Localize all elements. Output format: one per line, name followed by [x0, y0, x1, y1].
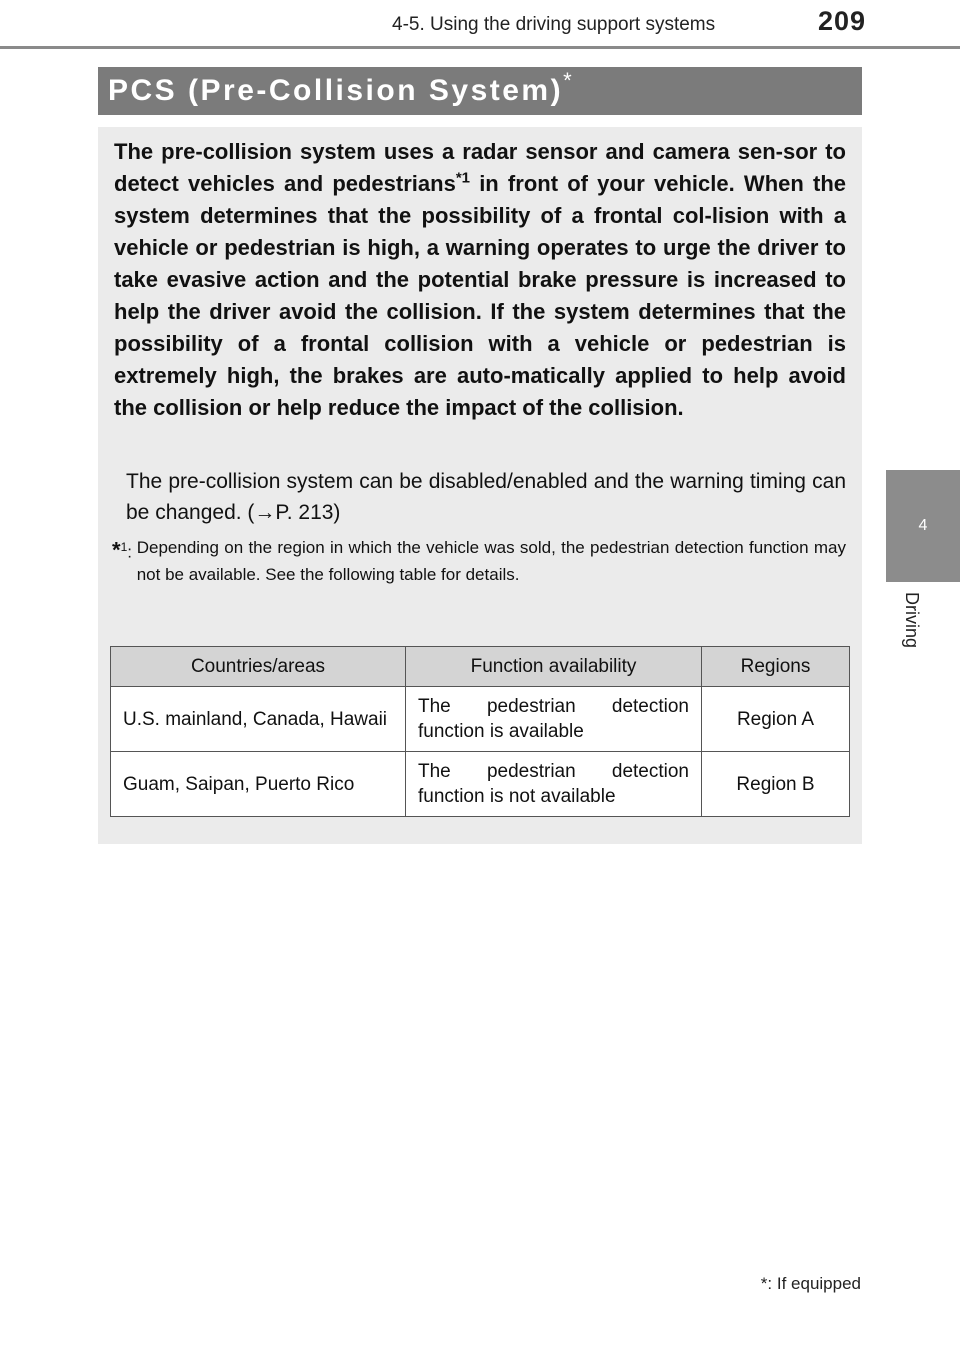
- header-regions: Regions: [702, 647, 850, 687]
- cell-countries: U.S. mainland, Canada, Hawaii: [111, 687, 406, 752]
- chapter-tab: 4: [886, 470, 960, 582]
- header-rule: [0, 46, 960, 49]
- settings-note: The pre-collision system can be disabled/enabled and the warning timing can be changed. (→P. 213): [126, 470, 846, 524]
- footnote-asterisk: *: [112, 537, 121, 563]
- cell-function: The pedestrian detection function is available: [406, 687, 702, 752]
- cell-countries: Guam, Saipan, Puerto Rico: [111, 752, 406, 817]
- if-equipped-text: : If equipped: [767, 1274, 861, 1293]
- intro-part-2: in front of your vehicle. When the system determines that the possibility of a frontal col-lision with a vehicle or pedestrian is high, a warning operates to urge the driver to take evasive action and the potential brake pressure is increased to help the driver avoid the collision. If the system determines that the possibility of a frontal collision with a vehicle or pedestrian is extremely high, the brakes are auto-matically applied to help avoid the collision or help reduce the impact of the collision.: [114, 171, 846, 420]
- intro-footnote-ref: *1: [455, 169, 470, 187]
- page-number: 209: [818, 6, 867, 36]
- if-equipped-star: *: [760, 1274, 768, 1293]
- region-table: [110, 646, 850, 817]
- footnote-text: Depending on the region in which the vehicle was sold, the pedestrian detection function may not be available. See the following table for details.: [136, 538, 846, 584]
- footnote: [112, 534, 846, 588]
- section-title-text: PCS (Pre-Collision System): [108, 74, 564, 107]
- section-title: [98, 67, 862, 115]
- running-header-section: 4-5. Using the driving support systems: [392, 14, 716, 35]
- intro-part-1: The pre-collision system uses a radar sensor and camera sen-sor to detect vehicles and pedestrians: [114, 139, 846, 196]
- if-equipped-star: *: [563, 68, 572, 93]
- cell-region: Region A: [702, 687, 850, 752]
- footnote-number: 1: [120, 540, 128, 554]
- footnote-marker: [112, 534, 137, 588]
- cell-region: Region B: [702, 752, 850, 817]
- table-row: [111, 752, 850, 817]
- chapter-label: Driving: [902, 592, 922, 649]
- header-countries: Countries/areas: [111, 647, 406, 687]
- header-function: Function availability: [406, 647, 702, 687]
- footnote-colon: :: [127, 542, 132, 562]
- cell-function: The pedestrian detection function is not available: [406, 752, 702, 817]
- table-row: [111, 687, 850, 752]
- table-header-row: [111, 647, 850, 687]
- intro-paragraph: [114, 136, 846, 424]
- if-equipped-note: [761, 1274, 861, 1294]
